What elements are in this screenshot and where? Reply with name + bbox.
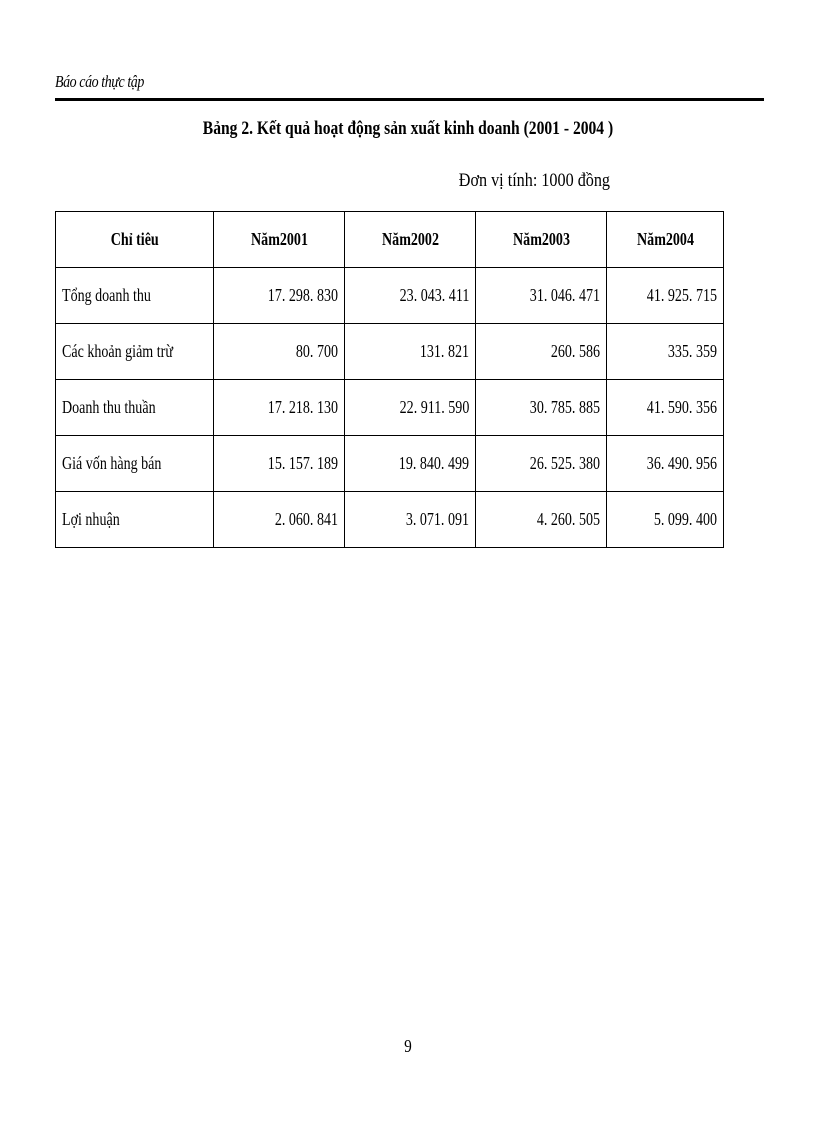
header-divider <box>55 98 764 101</box>
table-cell: 260. 586 <box>476 324 607 380</box>
column-header: Năm2001 <box>214 212 345 268</box>
table-cell: 131. 821 <box>345 324 476 380</box>
table-cell: 41. 590. 356 <box>607 380 724 436</box>
table-cell: 30. 785. 885 <box>476 380 607 436</box>
row-label: Lợi nhuận <box>56 492 214 548</box>
column-header: Năm2002 <box>345 212 476 268</box>
column-header: Năm2004 <box>607 212 724 268</box>
row-label: Giá vốn hàng bán <box>56 436 214 492</box>
column-header: Chỉ tiêu <box>56 212 214 268</box>
table-cell: 26. 525. 380 <box>476 436 607 492</box>
table-cell: 15. 157. 189 <box>214 436 345 492</box>
table-cell: 19. 840. 499 <box>345 436 476 492</box>
row-label: Tổng doanh thu <box>56 268 214 324</box>
row-label: Doanh thu thuần <box>56 380 214 436</box>
table-row <box>56 492 724 548</box>
page-number: 9 <box>404 1036 412 1056</box>
table-cell: 80. 700 <box>214 324 345 380</box>
table-cell: 17. 298. 830 <box>214 268 345 324</box>
unit-note: Đơn vị tính: 1000 đồng <box>458 170 610 191</box>
table-title: Bảng 2. Kết quả hoạt động sản xuất kinh doanh (2001 - 2004 ) <box>202 118 614 139</box>
table-cell: 41. 925. 715 <box>607 268 724 324</box>
table-cell: 17. 218. 130 <box>214 380 345 436</box>
table-cell: 23. 043. 411 <box>345 268 476 324</box>
table-cell: 22. 911. 590 <box>345 380 476 436</box>
table-row <box>56 436 724 492</box>
table-cell: 3. 071. 091 <box>345 492 476 548</box>
table-row <box>56 268 724 324</box>
results-table <box>55 211 724 548</box>
table-cell: 5. 099. 400 <box>607 492 724 548</box>
table-row <box>56 380 724 436</box>
table-row <box>56 324 724 380</box>
table-cell: 4. 260. 505 <box>476 492 607 548</box>
page-header: Báo cáo thực tập <box>55 72 144 91</box>
table-cell: 2. 060. 841 <box>214 492 345 548</box>
row-label: Các khoản giảm trừ <box>56 324 214 380</box>
table-cell: 36. 490. 956 <box>607 436 724 492</box>
table-cell: 335. 359 <box>607 324 724 380</box>
column-header: Năm2003 <box>476 212 607 268</box>
table-cell: 31. 046. 471 <box>476 268 607 324</box>
table-header-row <box>56 212 724 268</box>
